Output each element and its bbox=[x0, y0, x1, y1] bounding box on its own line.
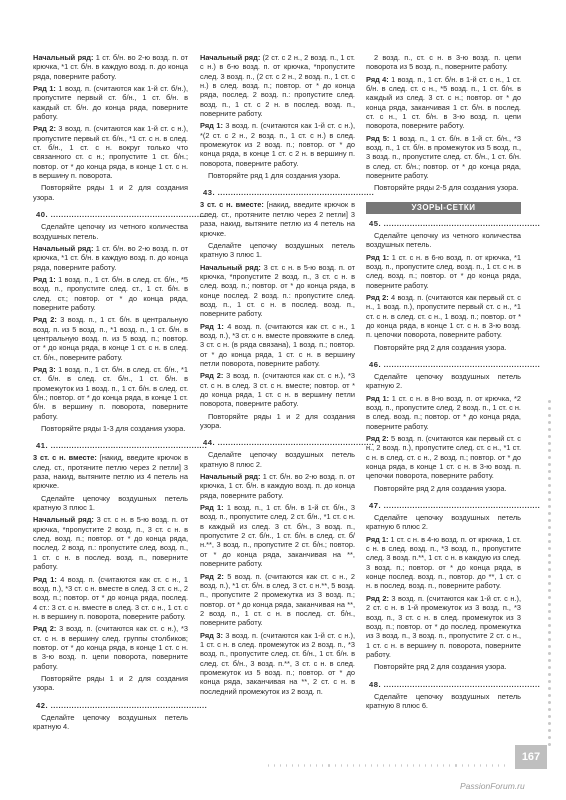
section-number: 47. bbox=[369, 501, 382, 511]
dot bbox=[548, 582, 551, 585]
dot bbox=[286, 764, 287, 767]
paragraph bbox=[33, 515, 188, 571]
paragraph bbox=[33, 365, 188, 421]
dot bbox=[548, 470, 551, 473]
row-label: Ряд 2: bbox=[366, 593, 389, 603]
paragraph bbox=[200, 572, 355, 628]
dot bbox=[548, 512, 551, 515]
row-label: Ряд 1: bbox=[200, 121, 223, 131]
paragraph-text: 3 ст. с н. в 5-ю возд. п. от крючка, *пропустите 2 возд. п., 3 ст. с н. в след. возд. п.; повтор. от * до конца ряда, в конце послед. 2 возд. п.: пропустите след. возд. п., 1 ст. с н. в послед. возд. п., поверните работу. bbox=[200, 262, 355, 319]
paragraph-text: [накид, введите крючок в след. ст., протяните петлю через 2 петли] 3 раза, накид, вытяните петлю из 4 петель на крючке. bbox=[33, 453, 188, 491]
paragraph-text: [накид, введите крючок в след. ст., протяните петлю через 2 петли] 3 раза, накид, вытяните петлю из 4 петель на крючке. bbox=[200, 200, 355, 238]
row-label: Ряд 1: bbox=[33, 84, 56, 94]
row-label: Ряд 2: bbox=[33, 124, 56, 134]
dot bbox=[328, 764, 329, 767]
dot bbox=[548, 491, 551, 494]
paragraph-text: Повторяйте ряд 1 для создания узора. bbox=[208, 171, 341, 181]
dot bbox=[548, 673, 551, 676]
dot bbox=[548, 610, 551, 613]
paragraph-text: Повторяйте ряды 1 и 2 для создания узора. bbox=[33, 673, 188, 693]
dot bbox=[548, 701, 551, 704]
row-label: Начальный ряд: bbox=[200, 472, 261, 482]
dot bbox=[548, 400, 551, 403]
row-label: Начальный ряд: bbox=[33, 515, 94, 525]
row-label: Начальный ряд: bbox=[33, 243, 94, 253]
paragraph bbox=[200, 53, 355, 118]
paragraph bbox=[33, 494, 188, 513]
dot bbox=[548, 498, 551, 501]
section-number: 48. bbox=[369, 679, 382, 689]
paragraph bbox=[366, 662, 521, 671]
dot bbox=[548, 596, 551, 599]
row-label: Ряд 5: bbox=[366, 133, 390, 143]
dot bbox=[401, 764, 402, 767]
row-label: Начальный ряд: bbox=[200, 53, 261, 62]
paragraph-text: 1 ст. б/н. во 2-ю возд. п. от крючка, *1 ст. б/н. в каждую возд. п. до конца ряда, поверните работу. bbox=[33, 53, 188, 81]
paragraph-text: 4 возд. п. (считаются как ст. с н., 1 возд. п.), *3 ст. с н. вместе провяжите в след. 3 ст. с н. (в ряда связана), 1 возд. п.; повтор. от * до конца ряда, 1 ст. с н. в вершину петли поворота, поверните работу. bbox=[200, 321, 356, 368]
dot bbox=[353, 764, 354, 767]
section-heading bbox=[366, 218, 541, 229]
section-heading bbox=[33, 700, 208, 711]
paragraph-text: 5 возд. п. (считаются как ст. с н., 2 возд. п.), *1 ст. б/н. в след. 3 ст. с н.**, 5 возд. п., пропустите 2 промежутка из 3 возд. п.; повтор. от * до конца ряда, заканчивая на **, 2 возд. п., 1 ст. с н. в послед. ст. б/н., поверните работу. bbox=[200, 571, 356, 628]
paragraph bbox=[200, 631, 355, 696]
paragraph-text: 3 возд. п. (считаются как 1-й ст. с н.), пропустите первый ст. б/н., *1 ст. с н. в след. ст. б/н., 1 ст. с н. вокруг только что связанного ст. с н.; пропустите 1 ст. б/н.; повтор. от * до конца ряда, в конце 1 ст. с н. в вершину п. поворота. bbox=[33, 124, 188, 181]
row-label: Ряд 2: bbox=[366, 292, 389, 302]
dot bbox=[548, 666, 551, 669]
paragraph bbox=[33, 222, 188, 241]
dot bbox=[310, 764, 311, 767]
dot bbox=[480, 764, 481, 767]
paragraph bbox=[200, 121, 355, 168]
paragraph-text: Сделайте цепочку воздушных петель кратную 8 плюс 2. bbox=[200, 450, 355, 469]
paragraph bbox=[366, 293, 521, 340]
paragraph-text: 1 возд. п. (считаются как 1-й ст. б/н.), пропустите первый ст. б/н., 1 ст. б/н. в каждый ст. б/н. до конца ряда, поверните работу. bbox=[33, 84, 188, 122]
section-heading bbox=[33, 441, 208, 451]
dot bbox=[548, 533, 551, 536]
paragraph-text: 1 возд. п., 1 ст. б/н. в след. ст. б/н., *5 возд. п., пропустите след. ст., 1 ст. б/н. в след. ст.; повтор. от * до конца ряда, поверните работу. bbox=[33, 274, 188, 312]
row-label: Ряд 1: bbox=[366, 534, 389, 544]
dot bbox=[548, 694, 551, 697]
paragraph bbox=[366, 53, 521, 72]
row-label: Ряд 4: bbox=[366, 74, 389, 84]
paragraph bbox=[366, 394, 521, 431]
dot bbox=[548, 624, 551, 627]
paragraph-text: 1 ст. б/н. во 2-ю возд. п. от крючка, *1 ст. б/н. в каждую возд. п. до конца ряда, поверните работу. bbox=[33, 243, 188, 272]
paragraph bbox=[33, 275, 188, 312]
section-heading bbox=[366, 501, 541, 511]
paragraph bbox=[366, 692, 521, 711]
dot bbox=[298, 764, 299, 767]
dot bbox=[548, 484, 551, 487]
dot bbox=[468, 764, 469, 767]
site-watermark: PassionForum.ru bbox=[460, 781, 525, 791]
section-dots: ............................................................ bbox=[381, 679, 541, 689]
paragraph bbox=[33, 244, 188, 272]
row-label: Начальный ряд: bbox=[33, 53, 94, 62]
paragraph-text: 5 возд. п. (считаются как первый ст. с н., 2 возд. п.), пропустите след. ст. с н., *1 ст. с н. в след. ст. с н., 2 возд. п.; повтор. от * до конца ряда, в конце 1 ст. с н. в 3-ю возд. п. цепочки поворота, поверните работу. bbox=[366, 434, 521, 481]
paragraph-text: Повторяйте ряд 2 для создания узора. bbox=[374, 662, 507, 672]
dot bbox=[437, 764, 438, 767]
dot bbox=[280, 764, 281, 767]
paragraph-text: 4 возд. п. (считаются как первый ст. с н., 1 возд. п.), пропустите первый ст. с н., *1 ст. с н. в след. ст. с н., 1 возд. п.; повтор. от * до конца ряда, в конце 1 ст. с н. в 3-ю возд. п. цепочки поворота, поверните работу. bbox=[366, 292, 521, 340]
paragraph bbox=[200, 412, 355, 431]
paragraph-text: 3 возд. п. (считаются как ст. с н.), *3 ст. с н. в след. 3 ст. с н. вместе; повтор. от * до конца ряда, 1 ст. с н. в вершину петли поворота, поверните работу. bbox=[200, 371, 355, 409]
column-left bbox=[33, 53, 208, 734]
dot bbox=[548, 722, 551, 725]
dot bbox=[431, 764, 432, 767]
dot bbox=[548, 729, 551, 732]
paragraph bbox=[33, 124, 188, 180]
dot bbox=[548, 540, 551, 543]
paragraph-text: Повторяйте ряды 1-3 для создания узора. bbox=[41, 424, 186, 434]
row-label: Ряд 1: bbox=[366, 393, 390, 403]
footer-dot-rule bbox=[268, 764, 508, 770]
row-label: Начальный ряд: bbox=[200, 262, 261, 272]
dot bbox=[425, 764, 426, 767]
dot bbox=[548, 659, 551, 662]
paragraph bbox=[366, 134, 521, 181]
paragraph-text: Сделайте цепочку из четного количества воздушных петель. bbox=[33, 222, 188, 241]
paragraph bbox=[200, 200, 355, 237]
dot bbox=[548, 603, 551, 606]
paragraph bbox=[33, 453, 188, 490]
column-middle bbox=[200, 53, 375, 699]
row-label: Ряд 1: bbox=[33, 574, 57, 584]
dot bbox=[443, 764, 444, 767]
paragraph-text: 1 ст. б/н. во 2-ю возд. п. от крючка, 1 ст. б/н. в каждую возд. п. до конца ряда, поверните работу. bbox=[200, 472, 355, 500]
dot bbox=[455, 764, 456, 767]
row-label: Ряд 1: bbox=[200, 321, 224, 331]
paragraph-text: 3 возд. п. (считаются как 1-й ст. с н.), *(2 ст. с 2 н., 2 возд. п., 1 ст. с н.) в след. промежуток из 2 возд. п.; повтор. от * до конца ряда, в конце 1 ст. с 2 н. в вершину п. поворота, поверните работу. bbox=[200, 121, 355, 168]
paragraph bbox=[33, 53, 188, 81]
section-heading bbox=[200, 188, 375, 198]
dot bbox=[548, 575, 551, 578]
paragraph-text: Повторяйте ряды 1 и 2 для создания узора. bbox=[200, 411, 355, 431]
paragraph-text: (2 ст. с 2 н., 2 возд. п., 1 ст. с н.) в 6-ю возд. п. от крючка, *пропустите след. 3 возд. п., (2 ст. с 2 н., 2 возд. п., 1 ст. с н.) в след. возд. п.; повтор. от * до конца ряда, послед. 2 возд. п.: пропустите след. возд. п., 1 ст. с 2 н. в послед. возд. п., поверните работу. bbox=[200, 53, 355, 119]
section-heading bbox=[200, 438, 375, 448]
paragraph bbox=[366, 253, 521, 290]
dot bbox=[548, 463, 551, 466]
section-heading bbox=[366, 679, 541, 690]
section-number: 42. bbox=[36, 700, 49, 710]
dot bbox=[304, 764, 305, 767]
dot bbox=[498, 764, 499, 767]
row-label: Ряд 2: bbox=[200, 571, 224, 581]
row-label: Ряд 1: bbox=[33, 274, 56, 284]
paragraph-text: 3 возд. п. (считаются как 1-й ст. с н.), 1 ст. с н. в след. промежуток из 2 возд. п., *3 возд. п., пропустите след. ст. б/н., 1 ст. б/н. в след. ст. б/н., 3 возд. п.**, 3 ст. с н. в след. промежуток из 5 возд. п.; повтор. от * до конца ряда, заканчивая на **, 2 ст. с н. в последний промежуток из 2 возд. п. bbox=[200, 630, 355, 696]
dot bbox=[548, 638, 551, 641]
dot bbox=[486, 764, 487, 767]
paragraph-text: 1 возд. п., 1 ст. б/н. в 1-й ст. б/н., *3 возд. п., 1 ст. б/н. в промежуток из 5 возд. п., 3 возд. п., пропустите след. ст. б/н., 1 ст. б/н. в след. ст. б/н.; повтор. от * до конца ряда, поверните работу. bbox=[366, 133, 522, 181]
dot bbox=[548, 456, 551, 459]
dot bbox=[548, 715, 551, 718]
column-right bbox=[366, 53, 541, 713]
paragraph-text: 4 возд. п. (считаются как ст. с н., 1 возд. п.), *3 ст. с н. вместе в след. 3 ст. с н., 2 возд. п.; повтор. от * до конца ряда, послед. 4 ст.: 3 ст. с н. вместе в след. 3 ст. с н., 1 ст. с н. в вершину п. поворота, поверните работу. bbox=[33, 574, 189, 621]
dot bbox=[268, 764, 269, 767]
paragraph-text: 3 возд. п., 1 ст. б/н. в центральную возд. п. из 5 возд. п., *1 возд. п., 1 ст. б/н. в центральную возд. п. из 5 возд. п.; повтор. от * до конца ряда, в конце 1 ст. с н. в след. ст. б/н., поверните работу. bbox=[33, 315, 188, 362]
section-dots: ............................................................ bbox=[215, 188, 375, 198]
paragraph bbox=[366, 183, 521, 192]
dot bbox=[548, 442, 551, 445]
dot bbox=[389, 764, 390, 767]
paragraph-text: Сделайте цепочку из четного количества воздушных петель. bbox=[366, 230, 521, 250]
dot bbox=[548, 435, 551, 438]
paragraph bbox=[33, 674, 188, 693]
dot bbox=[548, 554, 551, 557]
paragraph bbox=[200, 322, 355, 369]
row-label: 3 ст. с н. вместе: bbox=[33, 453, 97, 463]
paragraph bbox=[366, 343, 521, 352]
dot bbox=[407, 764, 408, 767]
dot bbox=[548, 519, 551, 522]
row-label: Ряд 1: bbox=[200, 503, 224, 513]
dot bbox=[548, 631, 551, 634]
paragraph-text: Повторяйте ряд 2 для создания узора. bbox=[374, 342, 507, 352]
row-label: Ряд 3: bbox=[33, 364, 56, 374]
dot bbox=[548, 561, 551, 564]
dot bbox=[548, 421, 551, 424]
section-dots: ............................................................ bbox=[48, 441, 208, 451]
dot bbox=[548, 526, 551, 529]
section-heading bbox=[366, 359, 541, 370]
dot bbox=[548, 736, 551, 739]
paragraph bbox=[33, 575, 188, 622]
section-number: 43. bbox=[203, 188, 216, 198]
paragraph bbox=[200, 503, 355, 568]
section-number: 44. bbox=[203, 438, 216, 448]
section-dots: ............................................................ bbox=[48, 210, 208, 220]
dot bbox=[359, 764, 360, 767]
dot bbox=[322, 764, 323, 767]
paragraph bbox=[200, 450, 355, 469]
dot bbox=[347, 764, 348, 767]
paragraph-text: 3 возд. п. (считаются как ст. с н.), *3 ст. с н. в вершину след. группы столбиков; повтор. от * до конца ряда, в конце 1 ст. с н. в 3-ю возд. п. цепи поворота, поверните работу. bbox=[33, 624, 188, 671]
paragraph-text: Сделайте цепочку воздушных петель кратную 2. bbox=[366, 371, 521, 391]
dot bbox=[292, 764, 293, 767]
section-dots: ............................................................ bbox=[215, 438, 375, 448]
paragraph bbox=[33, 183, 188, 202]
paragraph-text: Повторяйте ряды 2-5 для создания узора. bbox=[374, 183, 519, 193]
paragraph-text: Сделайте цепочку воздушных петель кратную 3 плюс 1. bbox=[200, 240, 355, 260]
dot bbox=[548, 680, 551, 683]
dot bbox=[548, 617, 551, 620]
row-label: Ряд 2: bbox=[366, 434, 389, 443]
paragraph-text: 1 ст. с н. в 8-ю возд. п. от крючка, *2 возд. п., пропустите след. 2 возд. п., 1 ст. с н. в след. возд. п.; повтор. от * до конца ряда, поверните работу. bbox=[366, 393, 521, 431]
paragraph-text: Сделайте цепочку воздушных петель кратную 3 плюс 1. bbox=[33, 493, 188, 513]
dot bbox=[548, 414, 551, 417]
paragraph-text: 1 возд. п., 1 ст. б/н. в 1-й ст. с н., 1 ст. б/н. в след. ст. с н., *5 возд. п., 1 ст. б/н. в каждый из след. 3 ст. с н.; повтор. от * до конца ряда, заканчивая 1 ст. б/н. в послед. ст. с н., 1 ст. б/н. в 3-ю возд. п. цепи поворота, поверните работу. bbox=[366, 74, 522, 131]
side-dot-rule bbox=[548, 400, 552, 750]
paragraph-text: Сделайте цепочку воздушных петель кратную 6 плюс 2. bbox=[366, 513, 521, 532]
paragraph bbox=[33, 713, 188, 732]
paragraph bbox=[366, 372, 521, 391]
paragraph-text: 2 возд. п., ст. с н. в 3-ю возд. п. цепи поворота из 5 возд. п., поверните работу. bbox=[366, 53, 521, 72]
paragraph bbox=[33, 424, 188, 433]
paragraph-text: Повторяйте ряд 2 для создания узора. bbox=[374, 483, 507, 493]
dot bbox=[371, 764, 372, 767]
dot bbox=[548, 743, 551, 746]
section-dots: ............................................................ bbox=[48, 700, 208, 710]
category-heading: УЗОРЫ-СЕТКИ bbox=[366, 202, 521, 214]
paragraph bbox=[366, 594, 521, 659]
section-heading bbox=[33, 210, 208, 220]
paragraph-text: 3 ст. с н. в 5-ю возд. п. от крючка, *пропустите 2 возд. п., 3 ст. с н. в след. возд. п.; повтор. от * до конца ряда, послед. 2 возд. п.: пропустите след. возд. п., 1 ст. с н. в послед. возд. п., поверните работу. bbox=[33, 515, 188, 572]
paragraph-text: Сделайте цепочку воздушных петель кратную 4. bbox=[33, 712, 188, 731]
dot bbox=[504, 764, 505, 767]
row-label: Ряд 2: bbox=[200, 371, 224, 381]
dot bbox=[548, 407, 551, 410]
paragraph bbox=[200, 171, 355, 180]
dot bbox=[548, 645, 551, 648]
paragraph-text: Сделайте цепочку воздушных петель кратную 8 плюс 6. bbox=[366, 691, 521, 710]
section-number: 46. bbox=[369, 359, 382, 369]
paragraph-text: 1 ст. с н. в 6-ю возд. п. от крючка, *1 возд. п., пропустите след. возд. п., 1 ст. с н. в след. возд. п.; повтор. от * до конца ряда, поверните работу. bbox=[366, 252, 521, 290]
dot bbox=[449, 764, 450, 767]
paragraph-text: 1 ст. с н. в 4-ю возд. п. от крючка, 1 ст. с н. в след. возд. п., *3 возд. п., пропустите след. 3 возд. п.**, 1 ст. с н. в каждую из след. 3 возд. п.; повтор. от * до конца ряда, в конце послед. возд. п., повтор. до **, 1 ст. с н. в послед. возд. п., поверните работу. bbox=[366, 534, 522, 591]
paragraph-text: 1 возд. п., 1 ст. б/н. в след. ст. б/н., *1 ст. б/н. в след. ст. б/н., 1 ст. б/н. в промежуток из 1 возд. п., 1 ст. б/н. в след. ст. б/н.; повтор. от * до конца ряда, в конце 1 ст. б/н. в вершину п. поворота, поверните работу. bbox=[33, 364, 188, 421]
dot bbox=[413, 764, 414, 767]
dot bbox=[548, 449, 551, 452]
paragraph bbox=[366, 75, 521, 131]
dot bbox=[548, 428, 551, 431]
row-label: Ряд 1: bbox=[366, 252, 390, 262]
dot bbox=[474, 764, 475, 767]
dot bbox=[335, 764, 336, 767]
dot bbox=[377, 764, 378, 767]
row-label: Ряд 3: bbox=[200, 630, 223, 640]
row-label: Ряд 2: bbox=[33, 624, 57, 634]
dot bbox=[548, 708, 551, 711]
paragraph-text: Повторяйте ряды 1 и 2 для создания узора. bbox=[33, 183, 188, 202]
dot bbox=[274, 764, 275, 767]
dot bbox=[365, 764, 366, 767]
paragraph bbox=[33, 624, 188, 671]
row-label: Ряд 2: bbox=[33, 315, 57, 325]
dot bbox=[341, 764, 342, 767]
dot bbox=[395, 764, 396, 767]
section-number: 40. bbox=[36, 210, 49, 220]
paragraph bbox=[200, 472, 355, 500]
section-dots: ............................................................ bbox=[381, 359, 541, 369]
section-number: 41. bbox=[36, 441, 49, 451]
page-number: 167 bbox=[515, 745, 547, 769]
section-dots: ............................................................ bbox=[381, 218, 541, 228]
dot bbox=[548, 687, 551, 690]
paragraph bbox=[200, 263, 355, 319]
paragraph bbox=[33, 315, 188, 362]
dot bbox=[419, 764, 420, 767]
paragraph-text: 3 возд. п. (считаются как 1-й ст. с н.), 2 ст. с н. в 1-й промежуток из 3 возд. п., *3 возд. п., 3 ст. с н. в след. промежуток из 3 возд. п.; повтор. от * до послед. промежутка из 3 возд. п., 3 возд. п., пропустите 2 ст. с н., 1 ст. с н. в вершину п. поворота, поверните работу. bbox=[366, 593, 521, 659]
paragraph bbox=[200, 241, 355, 260]
paragraph bbox=[366, 434, 521, 481]
paragraph bbox=[33, 84, 188, 121]
paragraph bbox=[366, 513, 521, 532]
dot bbox=[316, 764, 317, 767]
dot bbox=[548, 652, 551, 655]
dot bbox=[492, 764, 493, 767]
dot bbox=[548, 547, 551, 550]
paragraph bbox=[366, 484, 521, 493]
dot bbox=[462, 764, 463, 767]
dot bbox=[383, 764, 384, 767]
dot bbox=[548, 477, 551, 480]
row-label: 3 ст. с н. вместе: bbox=[200, 200, 264, 210]
paragraph-text: 1 возд. п., 1 ст. б/н. в 1-й ст. б/н., 3 возд. п., пропустите след. 2 ст. б/н., *1 ст. с н. в каждый из след. 3 ст. б/н., 3 возд. п., пропустите 2 ст. б/н., 1 ст. б/н. в след. ст. б/н.**, 3 возд. п., пропустите 2 ст. б/н.; повтор. от * до конца ряда, заканчивая на **, поверните работу. bbox=[200, 503, 355, 569]
dot bbox=[548, 568, 551, 571]
section-dots: ............................................................ bbox=[381, 501, 541, 511]
paragraph bbox=[366, 535, 521, 591]
paragraph bbox=[366, 231, 521, 250]
paragraph bbox=[200, 371, 355, 408]
dot bbox=[548, 505, 551, 508]
section-number: 45. bbox=[369, 218, 382, 228]
dot bbox=[548, 589, 551, 592]
